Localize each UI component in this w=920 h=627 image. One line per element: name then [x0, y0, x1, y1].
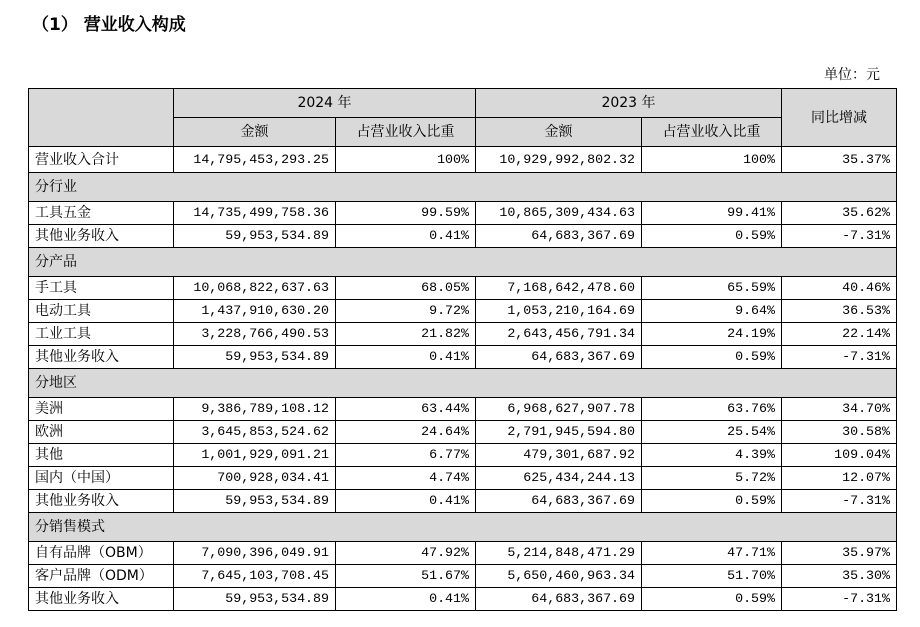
section-title: （1） 营业收入构成 [32, 15, 186, 35]
row-label: 美洲 [29, 398, 174, 421]
header-share-2024: 占营业收入比重 [336, 118, 476, 147]
row-label: 工业工具 [29, 323, 174, 346]
yoy-change: 109.04% [782, 444, 897, 467]
amount-2023: 6,968,627,907.78 [476, 398, 642, 421]
amount-2023: 5,214,848,471.29 [476, 542, 642, 565]
share-2023: 0.59% [642, 346, 782, 369]
header-yoy: 同比增减 [782, 89, 897, 147]
row-label: 手工具 [29, 277, 174, 300]
share-2024: 51.67% [336, 565, 476, 588]
share-2024: 0.41% [336, 346, 476, 369]
share-2024: 6.77% [336, 444, 476, 467]
amount-2024: 7,090,396,049.91 [174, 542, 336, 565]
header-2024: 2024 年 [174, 89, 476, 118]
amount-2023: 7,168,642,478.60 [476, 277, 642, 300]
amount-2023: 64,683,367.69 [476, 588, 642, 611]
revenue-table [28, 88, 897, 611]
share-2023: 4.39% [642, 444, 782, 467]
share-2023: 63.76% [642, 398, 782, 421]
yoy-change: 35.97% [782, 542, 897, 565]
amount-2023: 10,865,309,434.63 [476, 202, 642, 225]
unit-label: 单位：元 [824, 67, 880, 83]
share-2023: 25.54% [642, 421, 782, 444]
section-title: 分销售模式 [29, 513, 897, 542]
share-2023: 5.72% [642, 467, 782, 490]
amount-2024: 7,645,103,708.45 [174, 565, 336, 588]
row-label: 其他业务收入 [29, 225, 174, 248]
table-row [29, 277, 897, 300]
header-blank [29, 89, 174, 147]
share-2023: 9.64% [642, 300, 782, 323]
amount-2024: 3,645,853,524.62 [174, 421, 336, 444]
amount-2023: 625,434,244.13 [476, 467, 642, 490]
share-2023: 47.71% [642, 542, 782, 565]
table-row [29, 225, 897, 248]
share-2023: 99.41% [642, 202, 782, 225]
total-row [29, 147, 897, 173]
yoy-change: 22.14% [782, 323, 897, 346]
table-row [29, 490, 897, 513]
amount-2023: 2,643,456,791.34 [476, 323, 642, 346]
amount-2023: 479,301,687.92 [476, 444, 642, 467]
table-row [29, 398, 897, 421]
amount-2024: 59,953,534.89 [174, 490, 336, 513]
share-2024: 0.41% [336, 588, 476, 611]
row-label: 其他业务收入 [29, 490, 174, 513]
yoy-change: 34.70% [782, 398, 897, 421]
table-row [29, 444, 897, 467]
header-row-years [29, 89, 897, 118]
share-2023: 0.59% [642, 588, 782, 611]
share-2024: 99.59% [336, 202, 476, 225]
row-label: 其他业务收入 [29, 346, 174, 369]
yoy-change: 35.37% [782, 147, 897, 173]
table-row [29, 346, 897, 369]
row-label: 其他 [29, 444, 174, 467]
share-2023: 0.59% [642, 490, 782, 513]
share-2023: 0.59% [642, 225, 782, 248]
amount-2023: 64,683,367.69 [476, 225, 642, 248]
yoy-change: -7.31% [782, 588, 897, 611]
amount-2024: 1,437,910,630.20 [174, 300, 336, 323]
amount-2024: 59,953,534.89 [174, 588, 336, 611]
table-row [29, 588, 897, 611]
row-label: 国内（中国） [29, 467, 174, 490]
amount-2024: 3,228,766,490.53 [174, 323, 336, 346]
row-label: 自有品牌（OBM） [29, 542, 174, 565]
row-label: 营业收入合计 [29, 147, 174, 173]
amount-2024: 14,735,499,758.36 [174, 202, 336, 225]
row-label: 其他业务收入 [29, 588, 174, 611]
header-2023: 2023 年 [476, 89, 782, 118]
amount-2023: 5,650,460,963.34 [476, 565, 642, 588]
section-header-row [29, 369, 897, 398]
share-2023: 24.19% [642, 323, 782, 346]
row-label: 工具五金 [29, 202, 174, 225]
amount-2023: 2,791,945,594.80 [476, 421, 642, 444]
share-2024: 21.82% [336, 323, 476, 346]
section-title: 分行业 [29, 173, 897, 202]
yoy-change: 35.30% [782, 565, 897, 588]
amount-2024: 14,795,453,293.25 [174, 147, 336, 173]
share-2024: 63.44% [336, 398, 476, 421]
share-2023: 51.70% [642, 565, 782, 588]
share-2024: 0.41% [336, 490, 476, 513]
section-title: 分地区 [29, 369, 897, 398]
share-2024: 4.74% [336, 467, 476, 490]
table-row [29, 421, 897, 444]
amount-2023: 10,929,992,802.32 [476, 147, 642, 173]
amount-2024: 59,953,534.89 [174, 225, 336, 248]
row-label: 欧洲 [29, 421, 174, 444]
section-header-row [29, 173, 897, 202]
amount-2024: 9,386,789,108.12 [174, 398, 336, 421]
amount-2023: 64,683,367.69 [476, 490, 642, 513]
share-2024: 24.64% [336, 421, 476, 444]
share-2024: 47.92% [336, 542, 476, 565]
yoy-change: 40.46% [782, 277, 897, 300]
share-2023: 100% [642, 147, 782, 173]
yoy-change: -7.31% [782, 346, 897, 369]
amount-2024: 700,928,034.41 [174, 467, 336, 490]
section-title: 分产品 [29, 248, 897, 277]
row-label: 电动工具 [29, 300, 174, 323]
row-label: 客户品牌（ODM） [29, 565, 174, 588]
table-row [29, 202, 897, 225]
amount-2024: 59,953,534.89 [174, 346, 336, 369]
amount-2023: 1,053,210,164.69 [476, 300, 642, 323]
section-header-row [29, 248, 897, 277]
share-2024: 9.72% [336, 300, 476, 323]
amount-2024: 10,068,822,637.63 [174, 277, 336, 300]
share-2023: 65.59% [642, 277, 782, 300]
yoy-change: -7.31% [782, 490, 897, 513]
amount-2023: 64,683,367.69 [476, 346, 642, 369]
yoy-change: 36.53% [782, 300, 897, 323]
table-row [29, 323, 897, 346]
share-2024: 68.05% [336, 277, 476, 300]
yoy-change: 35.62% [782, 202, 897, 225]
share-2024: 100% [336, 147, 476, 173]
amount-2024: 1,001,929,091.21 [174, 444, 336, 467]
share-2024: 0.41% [336, 225, 476, 248]
yoy-change: 30.58% [782, 421, 897, 444]
yoy-change: -7.31% [782, 225, 897, 248]
yoy-change: 12.07% [782, 467, 897, 490]
header-amount-2024: 金额 [174, 118, 336, 147]
section-header-row [29, 513, 897, 542]
table-row [29, 467, 897, 490]
table-row [29, 542, 897, 565]
header-share-2023: 占营业收入比重 [642, 118, 782, 147]
table-row [29, 300, 897, 323]
table-row [29, 565, 897, 588]
header-amount-2023: 金额 [476, 118, 642, 147]
